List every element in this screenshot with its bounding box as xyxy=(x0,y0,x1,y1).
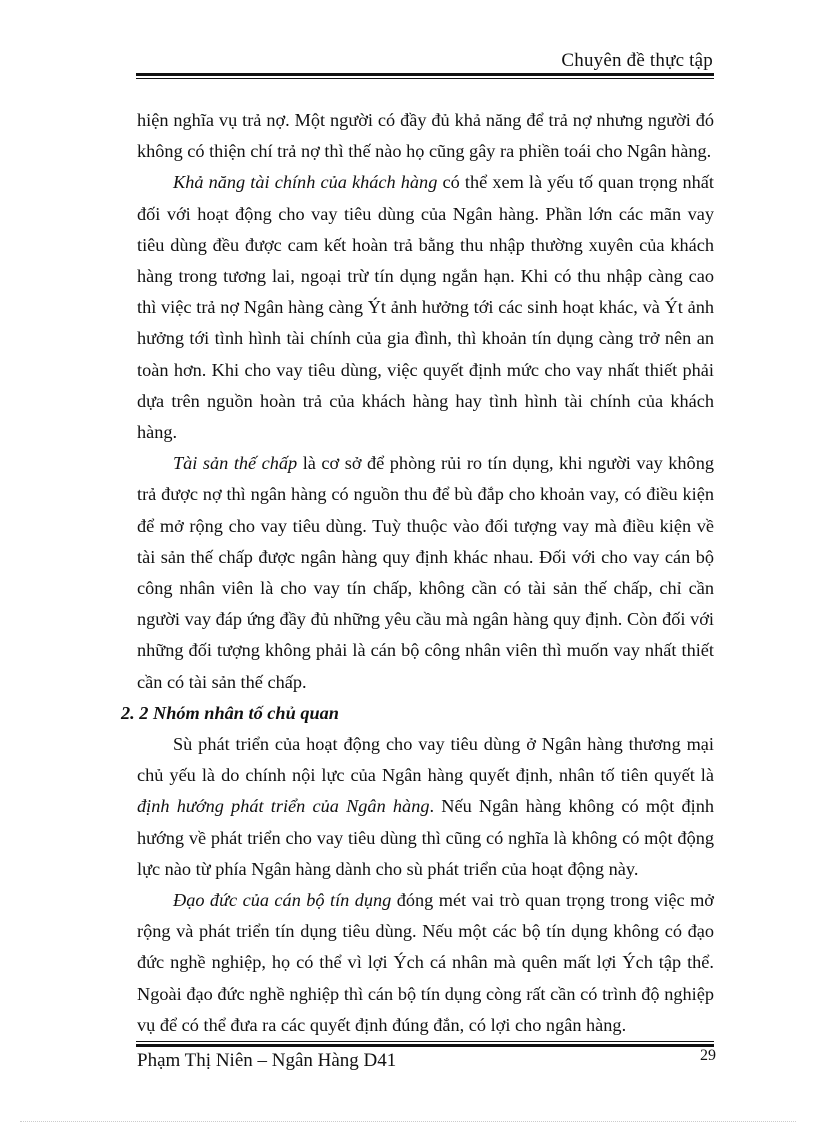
paragraph-3-emphasis: Tài sản thế chấp xyxy=(173,453,298,474)
paragraph-2 xyxy=(137,167,714,448)
paragraph-4 xyxy=(137,729,714,885)
footer-rule-thick xyxy=(136,1044,714,1047)
footer-rule-thin xyxy=(136,1041,714,1042)
paragraph-2-emphasis: Khả năng tài chính của khách hàng xyxy=(173,172,438,193)
header-rule-thin xyxy=(136,78,714,79)
paragraph-5 xyxy=(137,885,714,1041)
page-number: 29 xyxy=(700,1047,716,1064)
page-edge xyxy=(20,1121,796,1122)
paragraph-3-text: là cơ sở để phòng rủi ro tín dụng, khi người vay không trả được nợ thì ngân hàng có nguồn thu để bù đắp cho khoản vay, có điều kiện để mở rộng cho vay tiêu dùng. Tuỳ thuộc vào đối tượng vay mà điều kiện về tài sản thế chấp được ngân hàng quy định khác nhau. Đối với cho vay cán bộ công nhân viên là cho vay tín chấp, không cần có tài sản thế chấp, chỉ cần người vay đáp ứng đầy đủ những yêu cầu mà ngân hàng quy định. Còn đối với những đối tượng không phải là cán bộ công nhân viên thì muốn vay nhất thiết cần có tài sản thế chấp. xyxy=(137,453,714,692)
header-title: Chuyên đề thực tập xyxy=(561,50,713,71)
paragraph-1: hiện nghĩa vụ trả nợ. Một người có đầy đủ khả năng để trả nợ nhưng người đó không có thiện chí trả nợ thì thế nào họ cũng gây ra phiền toái cho Ngân hàng. xyxy=(137,110,714,162)
document-body xyxy=(121,105,714,1041)
paragraph-4-text-b: . Nếu Ngân hàng không có một định hướng về phát triển cho vay tiêu dùng thì cũng có nghĩa là không có một động lực nào từ phía Ngân hàng dành cho sù phát triển của hoạt động này. xyxy=(137,796,714,879)
header-rule-thick xyxy=(136,73,714,76)
footer-author: Phạm Thị Niên – Ngân Hàng D41 xyxy=(137,1050,397,1071)
paragraph-3 xyxy=(137,448,714,698)
paragraph-2-text: có thể xem là yếu tố quan trọng nhất đối với hoạt động cho vay tiêu dùng của Ngân hàng. Phần lớn các mãn vay tiêu dùng đều được cam kết hoàn trả bằng thu nhập thường xuyên của khách hàng trong tương lai, ngoại trừ tín dụng ngắn hạn. Khi có thu nhập càng cao thì việc trả nợ Ngân hàng càng Ýt ảnh hưởng tới các sinh hoạt khác, và Ýt ảnh hưởng tới tình hình tài chính của gia đình, thì khoản tín dụng càng trở nên an toàn hơn. Khi cho vay tiêu dùng, việc quyết định mức cho vay nhất thiết phải dựa trên nguồn hoàn trả của khách hàng hay tình hình tài chính của khách hàng. xyxy=(137,172,714,443)
paragraph-4-text-a: Sù phát triển của hoạt động cho vay tiêu dùng ở Ngân hàng thương mại chủ yếu là do chính nội lực của Ngân hàng quyết định, nhân tố tiên quyết là xyxy=(137,734,714,786)
section-heading: 2. 2 Nhóm nhân tố chủ quan xyxy=(121,702,339,723)
paragraph-5-emphasis: Đạo đức của cán bộ tín dụng xyxy=(173,890,392,911)
paragraph-5-text: đóng mét vai trò quan trọng trong việc mở rộng và phát triển tín dụng tiêu dùng. Nếu một các bộ tín dụng không có đạo đức nghề nghiệp, họ có thể vì lợi Ých cá nhân mà quên mất lợi Ých tập thể. Ngoài đạo đức nghề nghiệp thì cán bộ tín dụng còng rất cần có trình độ nghiệp vụ để có thể đưa ra các quyết định đúng đắn, có lợi cho ngân hàng. xyxy=(137,890,714,1035)
paragraph-4-emphasis: định hướng phát triển của Ngân hàng xyxy=(137,796,430,817)
